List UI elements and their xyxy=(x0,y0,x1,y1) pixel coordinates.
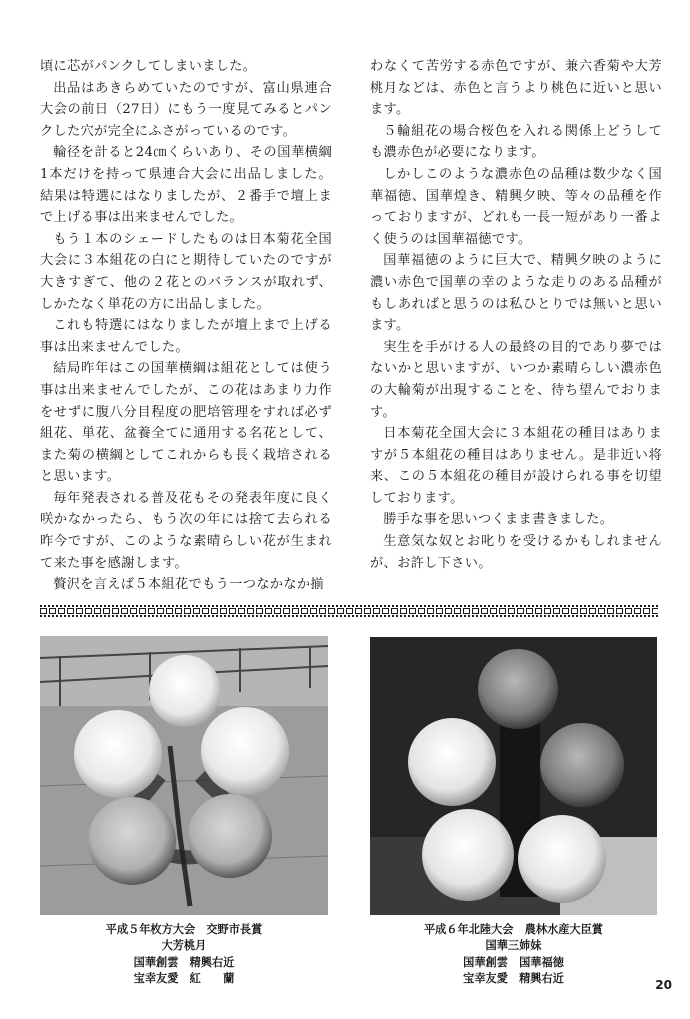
paragraph: これも特選にはなりましたが壇上まで上げる事は出来ませんでした。 xyxy=(40,318,332,355)
paragraph: わなくて苦労する赤色ですが、兼六香菊や大芳桃月などは、赤色と言うより桃色に近いと思います。 xyxy=(370,59,662,118)
chrysanthemum-photo-left xyxy=(40,636,328,915)
paragraph: 贅沢を言えば５本組花でもう一つなかなか揃 xyxy=(53,577,324,593)
caption-line: 宝幸友愛 精興右近 xyxy=(463,972,564,986)
caption-line: 国華三姉妹 xyxy=(485,939,542,953)
caption-line: 国華創雲 国華福徳 xyxy=(463,955,564,969)
caption-line: 平成５年枚方大会 交野市長賞 xyxy=(105,923,263,936)
page-number: 20 xyxy=(655,978,672,992)
photo-caption-right xyxy=(370,922,657,988)
chrysanthemum-photo-right xyxy=(370,637,657,915)
caption-line: 国華創雲 精興右近 xyxy=(133,955,235,969)
paragraph: 勝手な事を思いつくまま書きました。 xyxy=(383,512,614,528)
paragraph: 出品はあきらめていたのですが、富山県連合大会の前日（27日）にもう一度見てみるとパンクした穴が完全にふさがっているのです。 xyxy=(40,80,332,139)
photo-caption-left xyxy=(40,922,328,988)
paragraph: 輪径を計ると24㎝くらいあり、その国華横綱1本だけを持って県連合大会に出品しました。結果は特選にはなりましたが、２番手で壇上まで上げる事は出来ませんでした。 xyxy=(40,145,332,226)
paragraph: 毎年発表される普及花もその発表年度に良く咲かなかったら、もう次の年には捨て去られる昨今ですが、このような素晴らしい花が生まれて来た事を感謝します。 xyxy=(40,490,332,571)
caption-line: 大芳桃月 xyxy=(161,939,207,953)
right-text-column xyxy=(370,56,662,574)
paragraph: ５輪組花の場合桜色を入れる関係上どうしても濃赤色が必要になります。 xyxy=(370,123,662,161)
caption-line: 宝幸友愛 紅 蘭 xyxy=(133,972,235,986)
paragraph: 生意気な奴とお叱りを受けるかもしれませんが、お許し下さい。 xyxy=(370,534,662,571)
paragraph: 日本菊花全国大会に３本組花の種目はありますが５本組花の種目はありません。是非近い将来、この５本組花の種目が設けられる事を切望しております。 xyxy=(370,426,662,506)
decorative-divider xyxy=(40,605,658,617)
paragraph: 実生を手がける人の最終の目的であり夢ではないかと思いますが、いつか素晴らしい濃赤色の大輪菊が出現することを、待ち望んでおります。 xyxy=(370,339,662,420)
paragraph: もう１本のシェードしたものは日本菊花全国大会に３本組花の白にと期待していたのですが大きすぎて、他の２花とのバランスが取れず、しかたなく単花の方に出品しました。 xyxy=(40,231,332,312)
caption-line: 平成６年北陸大会 農林水産大臣賞 xyxy=(423,923,603,936)
paragraph: 国華福徳のように巨大で、精興夕映のように濃い赤色で国華の幸のような走りのある品種がもしあればと思うのは私ひとりでは無いと思います。 xyxy=(370,253,662,334)
left-text-column xyxy=(40,56,332,596)
paragraph: 頃に芯がパンクしてしまいました。 xyxy=(40,59,257,74)
paragraph: 結局昨年はこの国華横綱は組花としては使う事は出来ませんでしたが、この花はあまり力作をせずに腹八分目程度の肥培管理をすれば必ず組花、単花、盆養全てに通用する名花として、また菊の横綱としてこれからも長く栽培されると思います。 xyxy=(40,361,332,485)
paragraph: しかしこのような濃赤色の品種は数少なく国華福徳、国華煌き、精興夕映、等々の品種を作っておりますが、どれも一長一短があり一番よく使うのは国華福徳です。 xyxy=(370,166,662,247)
